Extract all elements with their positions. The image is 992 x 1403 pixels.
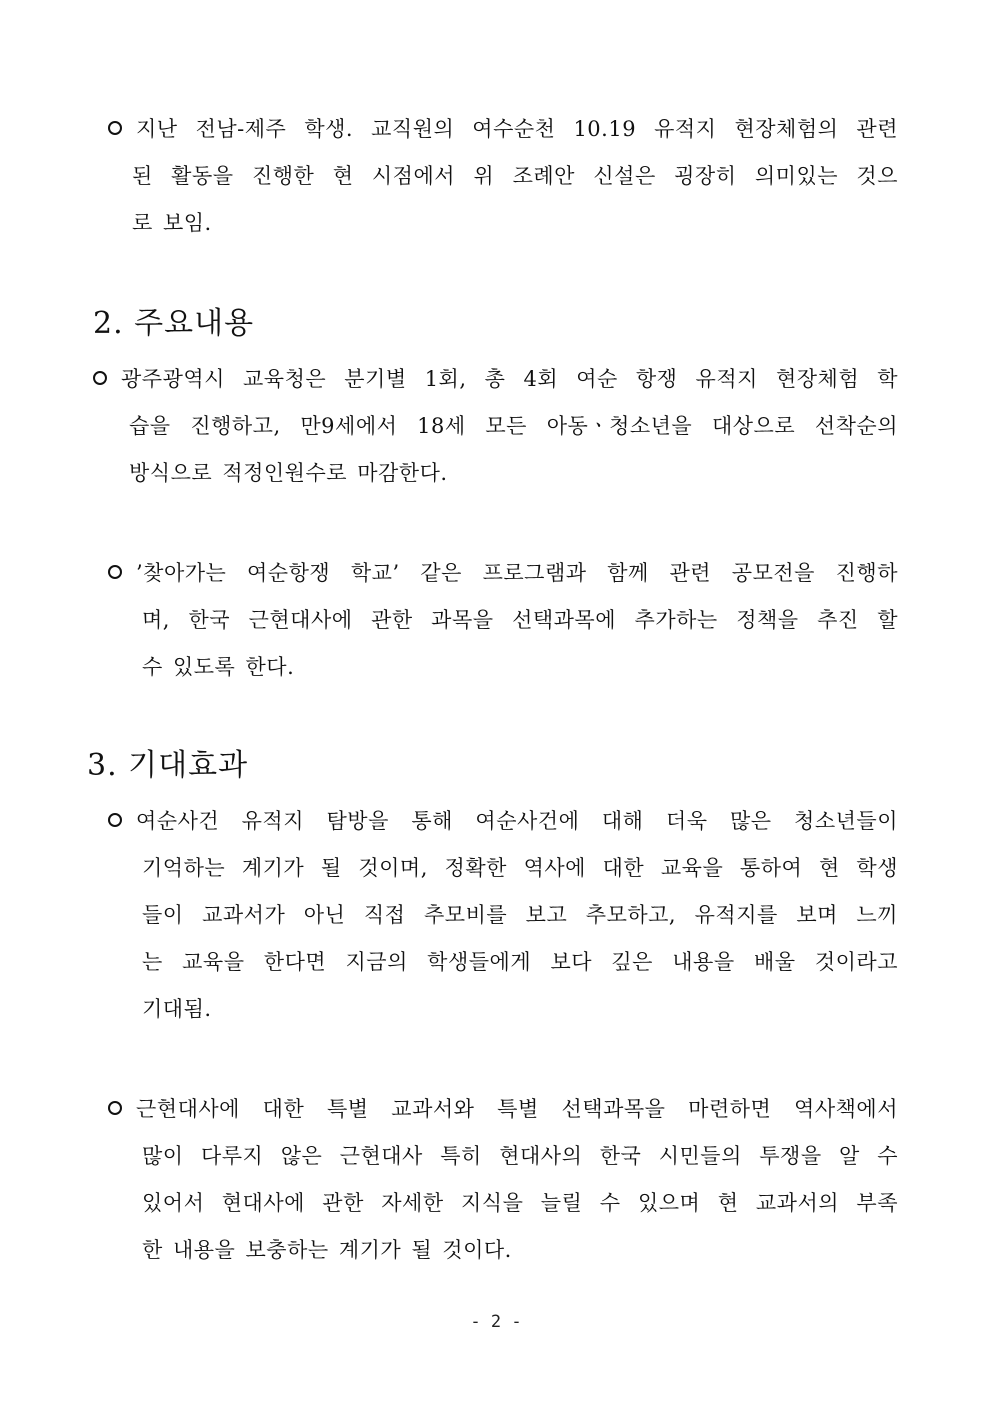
bullet-circle-icon: [93, 371, 107, 385]
bullet-circle-icon: [108, 121, 122, 135]
paragraph-bullet: [108, 798, 898, 1033]
bullet-circle-icon: [108, 565, 122, 579]
line-text: 수 있도록 한다.: [142, 655, 295, 679]
line-text: 한 내용을 보충하는 계기가 될 것이다.: [142, 1238, 512, 1262]
paragraph-line: [93, 356, 898, 403]
line-text: 는 교육을 한다면 지금의 학생들에게 보다 깊은 내용을 배울 것이라고: [142, 950, 898, 974]
line-text: 로 보임.: [132, 211, 212, 235]
line-text: 기억하는 계기가 될 것이며, 정확한 역사에 대한 교육을 통하여 현 학생: [142, 856, 898, 880]
paragraph-line: [108, 1086, 898, 1133]
paragraph-bullet: [108, 1086, 898, 1274]
section-heading: 2. 주요내용: [93, 306, 255, 341]
section-heading: 3. 기대효과: [87, 748, 249, 783]
paragraph-line: [108, 798, 898, 845]
line-text: 며, 한국 근현대사에 관한 과목을 선택과목에 추가하는 정책을 추진 할: [142, 608, 898, 632]
paragraph-bullet: [108, 106, 898, 247]
line-text: 된 활동을 진행한 현 시점에서 위 조례안 신설은 굉장히 의미있는 것으: [132, 164, 898, 188]
line-text: 있어서 현대사에 관한 자세한 지식을 늘릴 수 있으며 현 교과서의 부족: [142, 1191, 898, 1215]
line-text: 지난 전남-제주 학생. 교직원의 여수순천 10.19 유적지 현장체험의 관련: [136, 117, 898, 141]
line-text: 근현대사에 대한 특별 교과서와 특별 선택과목을 마련하면 역사책에서: [136, 1097, 898, 1121]
line-text: 광주광역시 교육청은 분기별 1회, 총 4회 여순 항쟁 유적지 현장체험 학: [121, 367, 898, 391]
line-text: 습을 진행하고, 만9세에서 18세 모든 아동ㆍ청소년을 대상으로 선착순의: [129, 414, 898, 438]
page-number: - 2 -: [470, 1312, 522, 1332]
line-text: 들이 교과서가 아닌 직접 추모비를 보고 추모하고, 유적지를 보며 느끼: [142, 903, 898, 927]
paragraph-bullet: [93, 356, 898, 497]
paragraph-line: [108, 550, 898, 597]
line-text: 많이 다루지 않은 근현대사 특히 현대사의 한국 시민들의 투쟁을 알 수: [142, 1144, 898, 1168]
bullet-circle-icon: [108, 1101, 122, 1115]
line-text: 기대됨.: [142, 997, 212, 1021]
line-text: ’찾아가는 여순항쟁 학교’ 같은 프로그램과 함께 관련 공모전을 진행하: [136, 561, 898, 585]
paragraph-line: [108, 106, 898, 153]
paragraph-bullet: [108, 550, 898, 691]
line-text: 여순사건 유적지 탐방을 통해 여순사건에 대해 더욱 많은 청소년들이: [136, 809, 898, 833]
bullet-circle-icon: [108, 813, 122, 827]
line-text: 방식으로 적정인원수로 마감한다.: [129, 461, 448, 485]
